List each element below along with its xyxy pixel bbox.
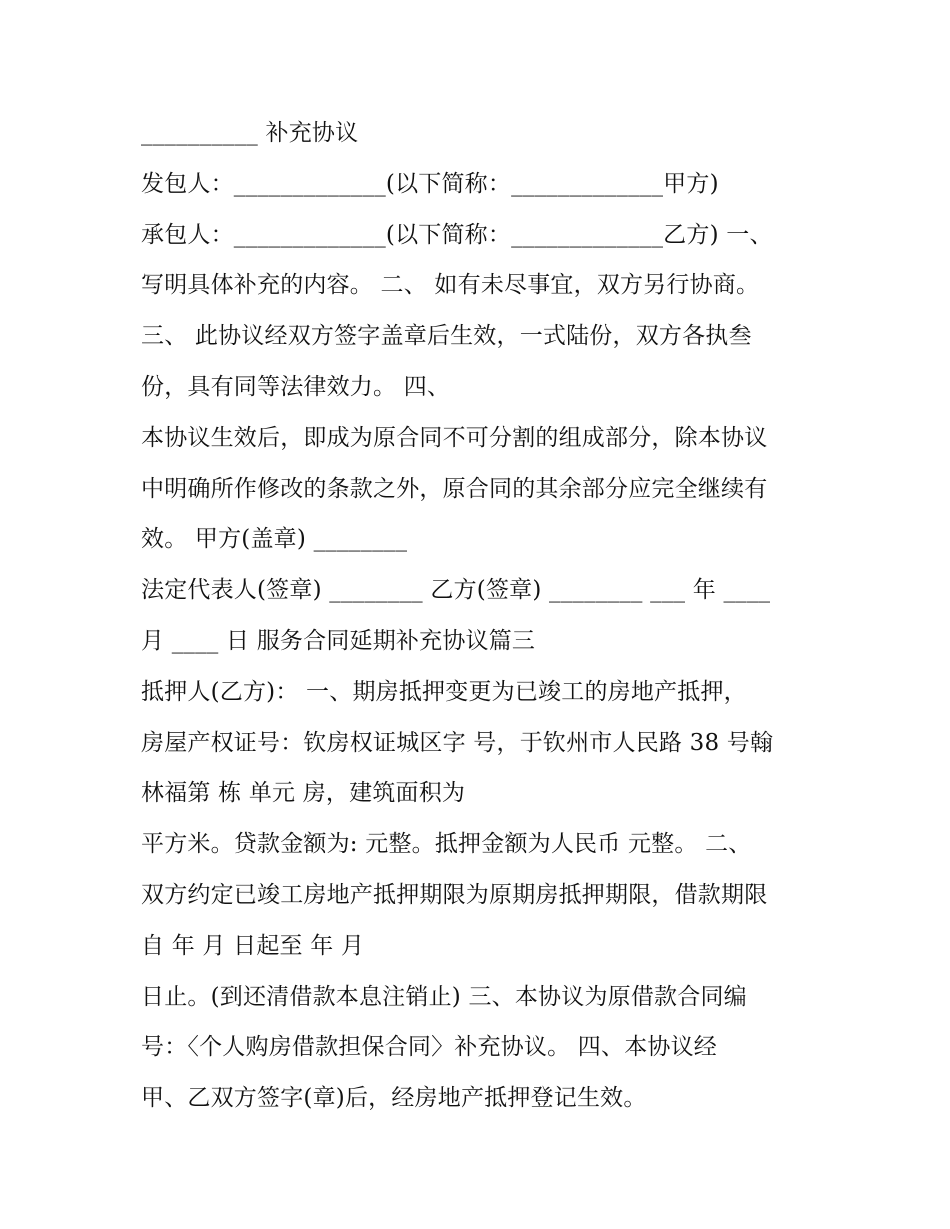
text-line: 中明确所作修改的条款之外，原合同的其余部分应完全继续有 (141, 475, 768, 502)
text-line: 效。 甲方(盖章) ________ (141, 526, 408, 553)
text-line: 日止。(到还清借款本息注销止) 三、本协议为原借款合同编 (141, 983, 747, 1010)
text-line: 法定代表人(签章) ________ 乙方(签章) ________ ___ 年 ____ (141, 577, 771, 604)
text-line: 平方米。贷款金额为: 元整。抵押金额为人民币 元整。 二、 (141, 831, 752, 858)
text-line: 份，具有同等法律效力。 四、 (141, 373, 451, 400)
text-line: 自 年 月 日起至 年 月 (141, 932, 365, 959)
text-line: 承包人：_____________(以下简称：_____________乙方) 一、 (141, 221, 773, 248)
text-line: 房屋产权证号：钦房权证城区字 号，于钦州市人民路 38 号翰 (141, 729, 774, 756)
text-line: __________ 补充协议 (141, 120, 359, 146)
text-line: 月 ____ 日 服务合同延期补充协议篇三 (141, 627, 536, 654)
text-line: 双方约定已竣工房地产抵押期限为原期房抵押期限，借款期限 (141, 881, 768, 908)
text-line: 甲、乙双方签字(章)后，经房地产抵押登记生效。 (141, 1085, 647, 1112)
text-line: 号：〈个人购房借款担保合同〉补充协议。 四、本协议经 (141, 1034, 718, 1061)
document-body (141, 108, 831, 1124)
text-line: 抵押人(乙方)： 一、期房抵押变更为已竣工的房地产抵押， (141, 678, 747, 705)
text-line: 写明具体补充的内容。 二、 如有未尽事宜，双方另行协商。 (141, 272, 760, 299)
text-line: 林福第 栋 单元 房，建筑面积为 (141, 780, 466, 807)
text-line: 三、 此协议经双方签字盖章后生效，一式陆份，双方各执叁 (141, 323, 752, 350)
text-line: 发包人：_____________(以下简称：_____________甲方) (141, 170, 719, 197)
text-line: 本协议生效后，即成为原合同不可分割的组成部分，除本协议 (141, 424, 768, 451)
